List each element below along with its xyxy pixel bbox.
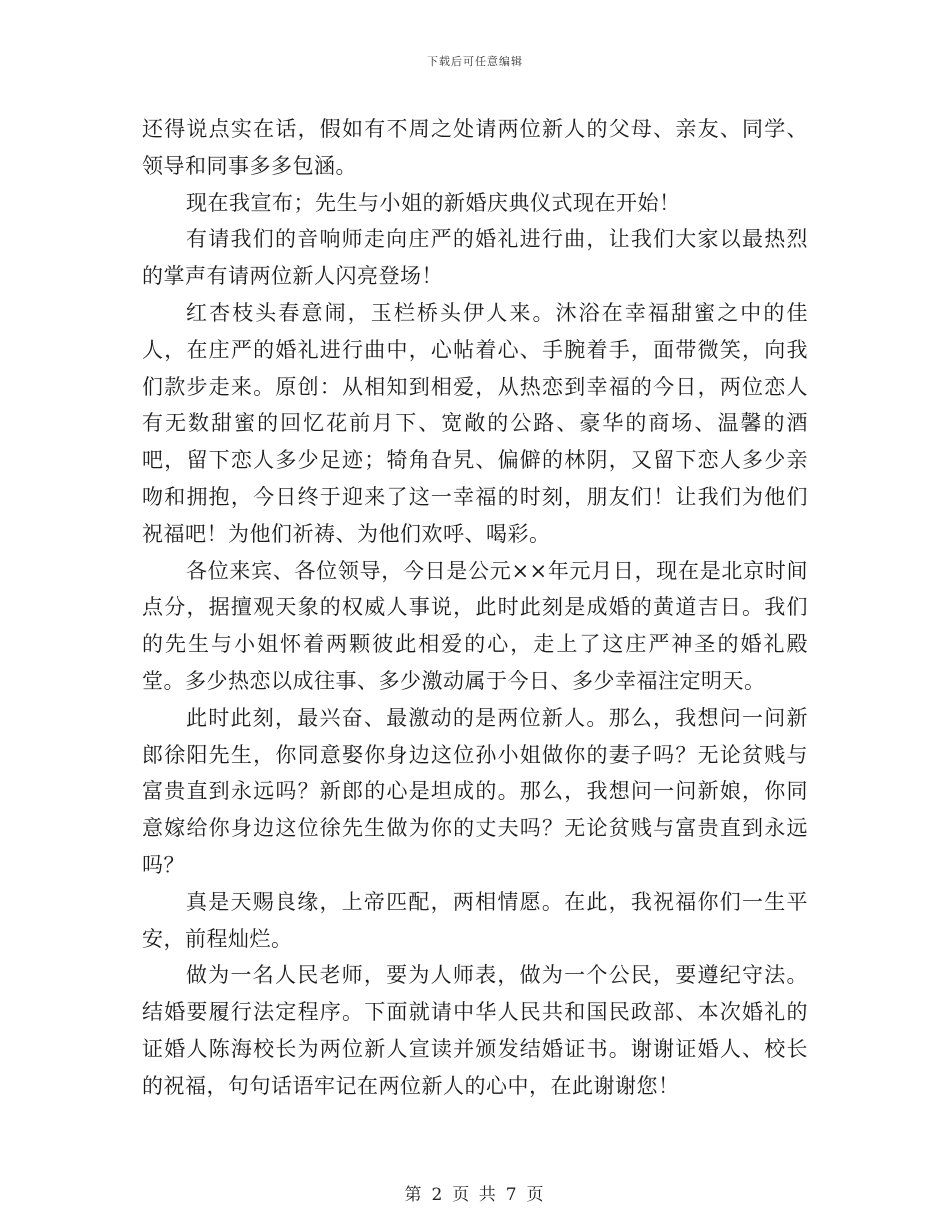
paragraph-5: 各位来宾、各位领导，今日是公元××年元月日，现在是北京时间点分，据擅观天象的权威人事说，此时此刻是成婚的黄道吉日。我们的先生与小姐怀着两颗彼此相爱的心，走上了这庄严神圣的婚礼殿堂。多少热恋以成往事、多少激动属于今日、多少幸福注定明天。 (142, 558, 808, 693)
page-footer (0, 1180, 950, 1205)
footer-suffix: 页 (526, 1185, 546, 1205)
document-body (142, 111, 808, 1105)
footer-middle: 页 共 (452, 1185, 498, 1205)
paragraph-3: 有请我们的音响师走向庄严的婚礼进行曲，让我们大家以最热烈的掌声有请两位新人闪亮登场！ (142, 227, 808, 289)
paragraph-6: 此时此刻，最兴奋、最激动的是两位新人。那么，我想问一问新郎徐阳先生，你同意娶你身边这位孙小姐做你的妻子吗？无论贫贱与富贵直到永远吗？新郎的心是坦成的。那么，我想问一问新娘，你同意嫁给你身边这位徐先生做为你的丈夫吗？无论贫贱与富贵直到永远吗？ (142, 705, 808, 877)
paragraph-1: 还得说点实在话，假如有不周之处请两位新人的父母、亲友、同学、领导和同事多多包涵。 (142, 117, 808, 178)
footer-prefix: 第 (404, 1185, 424, 1205)
footer-current-page: 2 (431, 1185, 445, 1205)
paragraph-8: 做为一名人民老师，要为人师表，做为一个公民，要遵纪守法。结婚要履行法定程序。下面就请中华人民共和国民政部、本次婚礼的证婚人陈海校长为两位新人宣读并颁发结婚证书。谢谢证婚人、校长的祝福，句句话语牢记在两位新人的心中，在此谢谢您！ (142, 963, 808, 1098)
footer-total-pages: 7 (505, 1185, 519, 1205)
paragraph-2: 现在我宣布；先生与小姐的新婚庆典仪式现在开始！ (186, 190, 681, 215)
paragraph-7: 真是天赐良缘，上帝匹配，两相情愿。在此，我祝福你们一生平安，前程灿烂。 (142, 889, 808, 951)
paragraph-4: 红杏枝头春意闹，玉栏桥头伊人来。沐浴在幸福甜蜜之中的佳人，在庄严的婚礼进行曲中，心帖着心、手腕着手，面带微笑，向我们款步走来。原创：从相知到相爱，从热恋到幸福的今日，两位恋人有无数甜蜜的回忆花前月下、宽敞的公路、豪华的商场、温馨的酒吧，留下恋人多少足迹；犄角旮旯、偏僻的林阴，又留下恋人多少亲吻和拥抱，今日终于迎来了这一幸福的时刻，朋友们！让我们为他们祝福吧！为他们祈祷、为他们欢呼、喝彩。 (142, 300, 808, 546)
page-header-note: 下载后可任意编辑 (427, 55, 523, 68)
